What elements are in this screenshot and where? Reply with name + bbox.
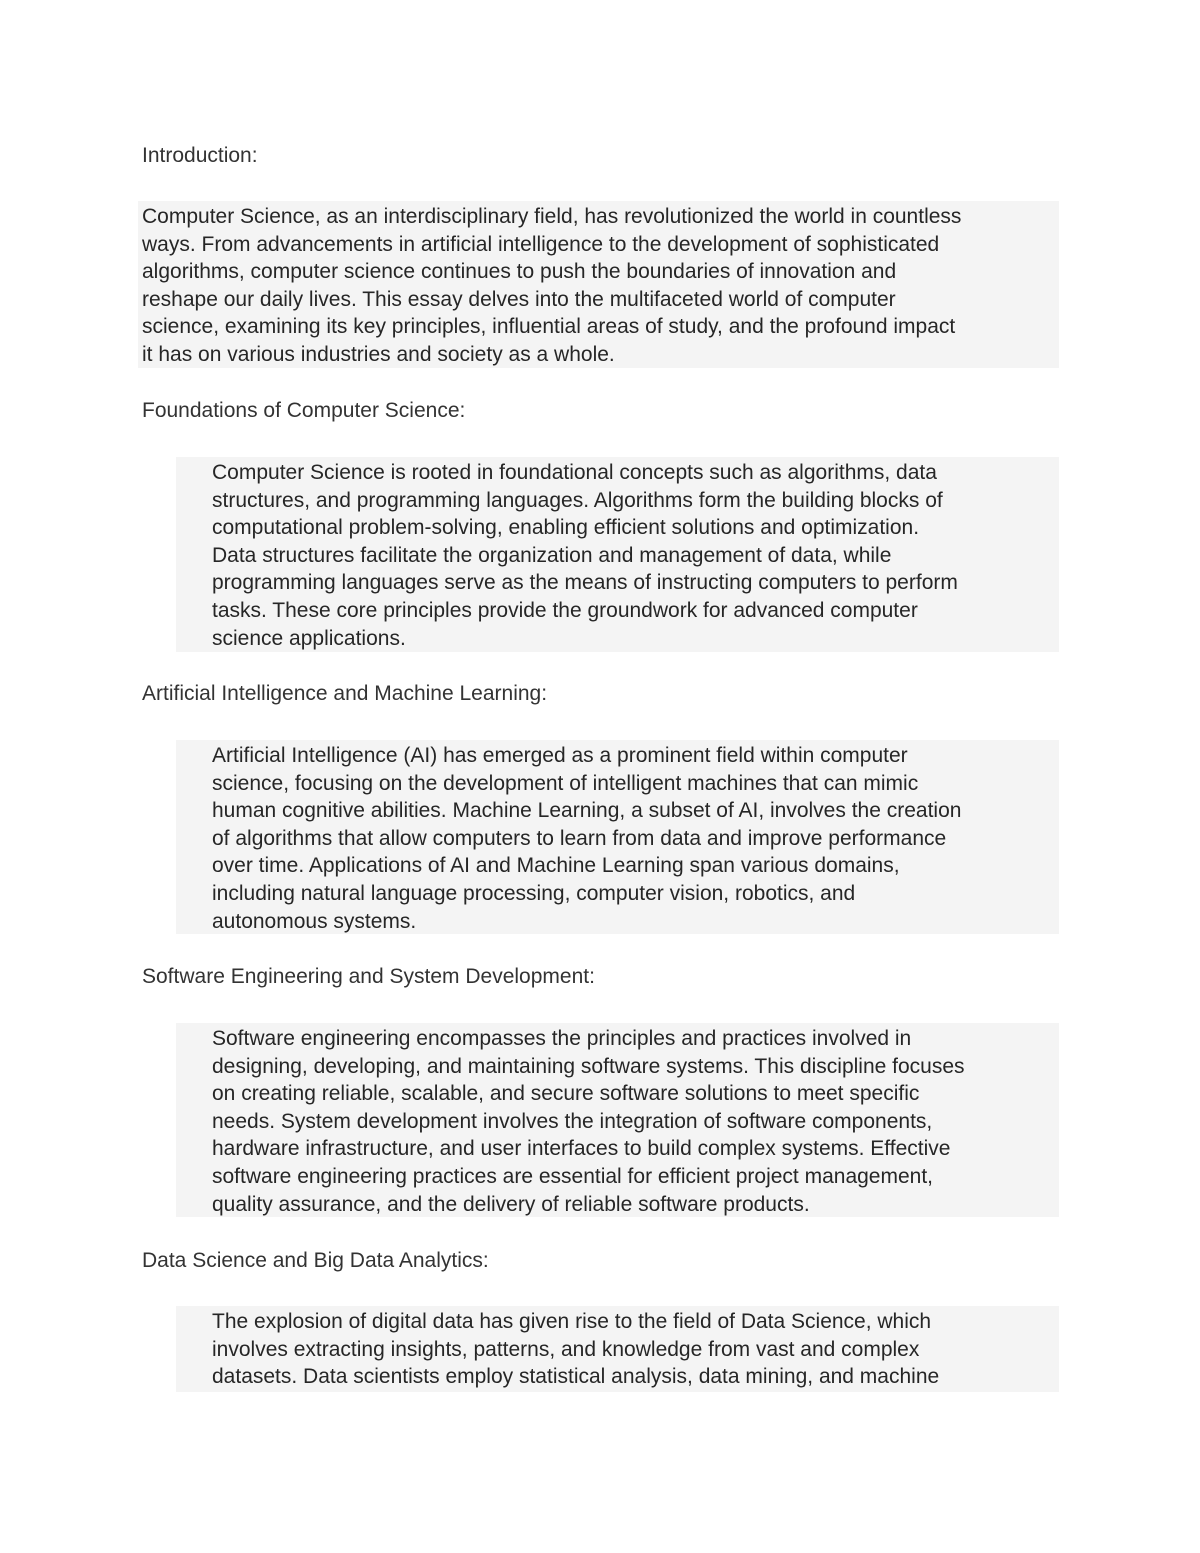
section-body-ai-ml	[176, 740, 1059, 934]
text-line: The explosion of digital data has given rise to the field of Data Science, which	[212, 1310, 932, 1333]
text-line: computational problem-solving, enabling efficient solutions and optimization.	[212, 516, 920, 540]
section-heading-foundations: Foundations of Computer Science:	[142, 399, 466, 422]
text-line: autonomous systems.	[212, 909, 417, 933]
text-line: science, focusing on the development of intelligent machines that can mimic	[212, 771, 919, 795]
text-line: reshape our daily lives. This essay delves into the multifaceted world of computer	[142, 287, 896, 311]
text-line: needs. System development involves the integration of software components,	[212, 1109, 933, 1133]
paragraph	[212, 459, 1059, 652]
text-line: quality assurance, and the delivery of reliable software products.	[212, 1192, 810, 1216]
section-body-data-science	[176, 1306, 1059, 1392]
text-line: programming languages serve as the means of instructing computers to perform	[212, 571, 958, 595]
text-line: structures, and programming languages. Algorithms form the building blocks of	[212, 488, 943, 512]
text-line: Computer Science, as an interdisciplinary field, has revolutionized the world in countless	[142, 205, 962, 228]
text-line: science, examining its key principles, influential areas of study, and the profound impact	[142, 315, 956, 339]
text-line: Artificial Intelligence (AI) has emerged as a prominent field within computer	[212, 744, 908, 767]
section-heading-software-engineering: Software Engineering and System Development:	[142, 965, 595, 988]
text-line: over time. Applications of AI and Machine Learning span various domains,	[212, 854, 900, 878]
section-heading-introduction: Introduction:	[142, 144, 258, 167]
text-line: Computer Science is rooted in foundational concepts such as algorithms, data	[212, 461, 937, 484]
section-body-software-engineering	[176, 1023, 1059, 1217]
paragraph	[142, 203, 1059, 369]
section-body-foundations	[176, 457, 1059, 652]
section-heading-data-science: Data Science and Big Data Analytics:	[142, 1249, 489, 1272]
text-line: involves extracting insights, patterns, and knowledge from vast and complex	[212, 1337, 920, 1361]
paragraph	[212, 742, 1059, 935]
text-line: designing, developing, and maintaining software systems. This discipline focuses	[212, 1054, 965, 1078]
text-line: tasks. These core principles provide the groundwork for advanced computer	[212, 598, 918, 622]
section-heading-ai-ml: Artificial Intelligence and Machine Learning:	[142, 682, 548, 705]
text-line: it has on various industries and society as a whole.	[142, 342, 615, 366]
text-line: of algorithms that allow computers to learn from data and improve performance	[212, 826, 947, 850]
text-line: Software engineering encompasses the principles and practices involved in	[212, 1027, 912, 1050]
text-line: on creating reliable, scalable, and secure software solutions to meet specific	[212, 1082, 920, 1106]
text-line: ways. From advancements in artificial intelligence to the development of sophisticated	[142, 232, 940, 256]
text-line: software engineering practices are essential for efficient project management,	[212, 1164, 934, 1188]
paragraph	[212, 1308, 1059, 1391]
text-line: datasets. Data scientists employ statistical analysis, data mining, and machine	[212, 1365, 940, 1389]
text-line: including natural language processing, computer vision, robotics, and	[212, 881, 856, 905]
text-line: science applications.	[212, 626, 406, 650]
text-line: hardware infrastructure, and user interfaces to build complex systems. Effective	[212, 1137, 951, 1161]
paragraph	[212, 1025, 1059, 1218]
text-line: human cognitive abilities. Machine Learning, a subset of AI, involves the creation	[212, 799, 962, 823]
text-line: algorithms, computer science continues to push the boundaries of innovation and	[142, 260, 897, 284]
text-line: Data structures facilitate the organization and management of data, while	[212, 543, 892, 567]
section-body-introduction	[138, 201, 1059, 368]
